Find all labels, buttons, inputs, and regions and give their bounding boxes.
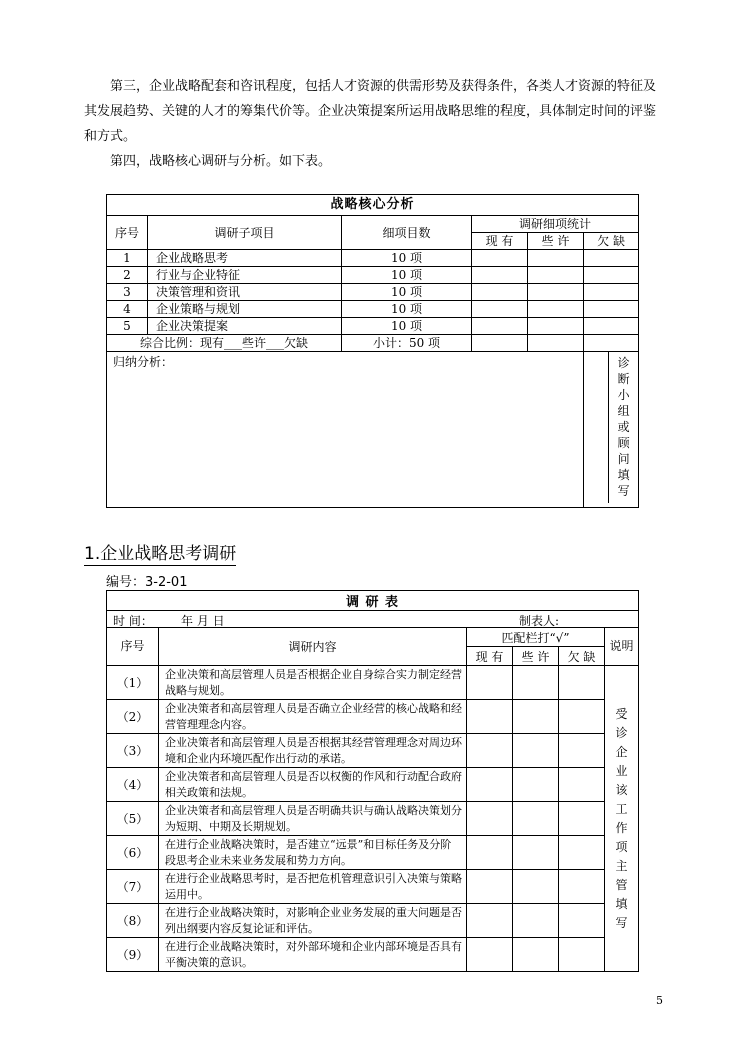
cell-have[interactable] bbox=[467, 734, 513, 768]
row-content: 企业决策者和高层管理人员是否确立企业经营的核心战略和经营管理理念内容。 bbox=[159, 700, 467, 734]
row-seq: 3 bbox=[107, 284, 148, 301]
table-row bbox=[107, 768, 639, 802]
cell-lack[interactable] bbox=[584, 250, 639, 267]
row-seq: （6） bbox=[107, 836, 159, 870]
cell-some[interactable] bbox=[513, 734, 559, 768]
row-count: 10 项 bbox=[342, 250, 472, 267]
row-seq: （3） bbox=[107, 734, 159, 768]
cell-have[interactable] bbox=[472, 318, 528, 335]
row-seq: （2） bbox=[107, 700, 159, 734]
col-header-stats: 调研细项统计 bbox=[472, 216, 639, 233]
table-row bbox=[107, 836, 639, 870]
cell-some[interactable] bbox=[513, 904, 559, 938]
row-item: 企业战略思考 bbox=[148, 250, 342, 267]
col-header-seq: 序号 bbox=[107, 628, 159, 666]
row-seq: （8） bbox=[107, 904, 159, 938]
page-number: 5 bbox=[656, 994, 663, 1007]
cell-lack[interactable] bbox=[559, 700, 605, 734]
row-seq: （7） bbox=[107, 870, 159, 904]
col-header-note: 说明 bbox=[605, 628, 639, 666]
col-header-content: 调研内容 bbox=[159, 628, 467, 666]
row-seq: （4） bbox=[107, 768, 159, 802]
intro-paragraph-1: 第三，企业战略配套和咨讯程度，包括人才资源的供需形势及获得条件，各类人才资源的特征及其发展趋势、关键的人才的筹集代价等。企业决策提案所运用战略思维的程度，具体制定时间的评鉴和方式。 bbox=[84, 79, 657, 144]
cell-lack[interactable] bbox=[584, 284, 639, 301]
row-count: 10 项 bbox=[342, 284, 472, 301]
cell-some[interactable] bbox=[513, 802, 559, 836]
cell-have[interactable] bbox=[467, 700, 513, 734]
maker-label: 制表人: bbox=[519, 614, 560, 628]
cell-have[interactable] bbox=[467, 802, 513, 836]
row-seq: 1 bbox=[107, 250, 148, 267]
cell-have[interactable] bbox=[467, 870, 513, 904]
col-header-count: 细项目数 bbox=[342, 216, 472, 250]
table-row bbox=[107, 734, 639, 768]
row-content: 企业决策和高层管理人员是否根据企业自身综合实力制定经营战略与规划。 bbox=[159, 666, 467, 700]
conclusion-area[interactable] bbox=[107, 352, 584, 508]
cell-some[interactable] bbox=[528, 250, 584, 267]
row-item: 决策管理和资讯 bbox=[148, 284, 342, 301]
cell-have[interactable] bbox=[467, 904, 513, 938]
row-content: 在进行企业战略决策时，对外部环境和企业内部环境是否具有平衡决策的意识。 bbox=[159, 938, 467, 972]
cell-have[interactable] bbox=[472, 250, 528, 267]
cell-some[interactable] bbox=[528, 335, 584, 352]
table-row bbox=[107, 301, 639, 318]
row-count: 10 项 bbox=[342, 301, 472, 318]
cell-some[interactable] bbox=[513, 870, 559, 904]
cell-lack[interactable] bbox=[559, 734, 605, 768]
stat-header-some: 些 许 bbox=[513, 647, 559, 666]
row-content: 在进行企业战略决策时，是否建立“远景”和目标任务及分阶段思考企业未来业务发展和势力方向。 bbox=[159, 836, 467, 870]
row-seq: （1） bbox=[107, 666, 159, 700]
cell-have[interactable] bbox=[472, 284, 528, 301]
survey-title: 调 研 表 bbox=[107, 591, 639, 611]
stat-header-lack: 欠 缺 bbox=[559, 647, 605, 666]
date-label: 年 月 日 bbox=[181, 614, 225, 628]
row-content: 在进行企业战略思考时，是否把危机管理意识引入决策与策略运用中。 bbox=[159, 870, 467, 904]
cell-have[interactable] bbox=[467, 768, 513, 802]
cell-have[interactable] bbox=[467, 836, 513, 870]
row-item: 企业决策提案 bbox=[148, 318, 342, 335]
cell-have[interactable] bbox=[467, 666, 513, 700]
cell-lack[interactable] bbox=[559, 768, 605, 802]
table-row bbox=[107, 938, 639, 972]
stat-header-have: 现 有 bbox=[467, 647, 513, 666]
row-count: 10 项 bbox=[342, 318, 472, 335]
row-content: 企业决策者和高层管理人员是否以权衡的作风和行动配合政府相关政策和法规。 bbox=[159, 768, 467, 802]
cell-lack[interactable] bbox=[584, 301, 639, 318]
row-seq: （9） bbox=[107, 938, 159, 972]
row-content: 在进行企业战略决策时，对影响企业业务发展的重大问题是否列出纲要内容反复论证和评估。 bbox=[159, 904, 467, 938]
table-row bbox=[107, 250, 639, 267]
intro-paragraph-2: 第四，战略核心调研与分析。如下表。 bbox=[110, 154, 332, 169]
cell-lack[interactable] bbox=[584, 335, 639, 352]
section-heading: 1.企业战略思考调研 bbox=[84, 544, 237, 564]
cell-lack[interactable] bbox=[559, 802, 605, 836]
cell-some[interactable] bbox=[513, 666, 559, 700]
col-header-item: 调研子项目 bbox=[148, 216, 342, 250]
strategy-core-analysis-table bbox=[106, 194, 639, 508]
row-item: 行业与企业特征 bbox=[148, 267, 342, 284]
summary-ratio: 综合比例：现有___些许___欠缺 bbox=[107, 335, 342, 352]
row-seq: 5 bbox=[107, 318, 148, 335]
meta-row bbox=[107, 611, 639, 628]
cell-lack[interactable] bbox=[559, 836, 605, 870]
cell-have[interactable] bbox=[472, 267, 528, 284]
form-code: 编号：3-2-01 bbox=[106, 575, 188, 590]
cell-some[interactable] bbox=[528, 301, 584, 318]
row-seq: （5） bbox=[107, 802, 159, 836]
cell-some[interactable] bbox=[513, 700, 559, 734]
cell-have[interactable] bbox=[472, 335, 528, 352]
table-row bbox=[107, 870, 639, 904]
stat-header-have: 现 有 bbox=[472, 233, 528, 250]
table-row bbox=[107, 904, 639, 938]
col-header-seq: 序号 bbox=[107, 216, 148, 250]
cell-lack[interactable] bbox=[559, 904, 605, 938]
table-title: 战略核心分析 bbox=[107, 195, 639, 216]
row-content: 企业决策者和高层管理人员是否明确共识与确认战略决策划分为短期、中期及长期规划。 bbox=[159, 802, 467, 836]
row-item: 企业策略与规划 bbox=[148, 301, 342, 318]
cell-some[interactable] bbox=[528, 318, 584, 335]
row-content: 企业决策者和高层管理人员是否根据其经营管理理念对周边环境和企业内环境匹配作出行动的承诺。 bbox=[159, 734, 467, 768]
time-label: 时 间： bbox=[113, 614, 153, 628]
cell-some[interactable] bbox=[513, 836, 559, 870]
table-row bbox=[107, 267, 639, 284]
stat-header-some: 些 许 bbox=[528, 233, 584, 250]
cell-some[interactable] bbox=[528, 284, 584, 301]
survey-table bbox=[106, 590, 639, 972]
cell-lack[interactable] bbox=[559, 870, 605, 904]
subtotal: 小计：50 项 bbox=[342, 335, 472, 352]
cell-some[interactable] bbox=[513, 938, 559, 972]
table-row bbox=[107, 666, 639, 700]
table-row bbox=[107, 802, 639, 836]
row-seq: 4 bbox=[107, 301, 148, 318]
cell-have[interactable] bbox=[472, 301, 528, 318]
row-count: 10 项 bbox=[342, 267, 472, 284]
table-row bbox=[107, 318, 639, 335]
cell-lack[interactable] bbox=[584, 318, 639, 335]
col-header-match: 匹配栏打“√” bbox=[467, 628, 605, 647]
conclusion-label: 归纳分析： bbox=[113, 355, 174, 369]
cell-some[interactable] bbox=[528, 267, 584, 284]
table-row bbox=[107, 284, 639, 301]
cell-lack[interactable] bbox=[559, 666, 605, 700]
stat-header-lack: 欠 缺 bbox=[584, 233, 639, 250]
side-note: 诊 断 小 组 或 顾 问 填 写 bbox=[584, 352, 639, 508]
row-seq: 2 bbox=[107, 267, 148, 284]
cell-have[interactable] bbox=[467, 938, 513, 972]
cell-lack[interactable] bbox=[559, 938, 605, 972]
table-row bbox=[107, 700, 639, 734]
cell-lack[interactable] bbox=[584, 267, 639, 284]
cell-some[interactable] bbox=[513, 768, 559, 802]
survey-side-note: 受 诊 企 业 该 工 作 项 主 管 填 写 bbox=[605, 666, 639, 972]
